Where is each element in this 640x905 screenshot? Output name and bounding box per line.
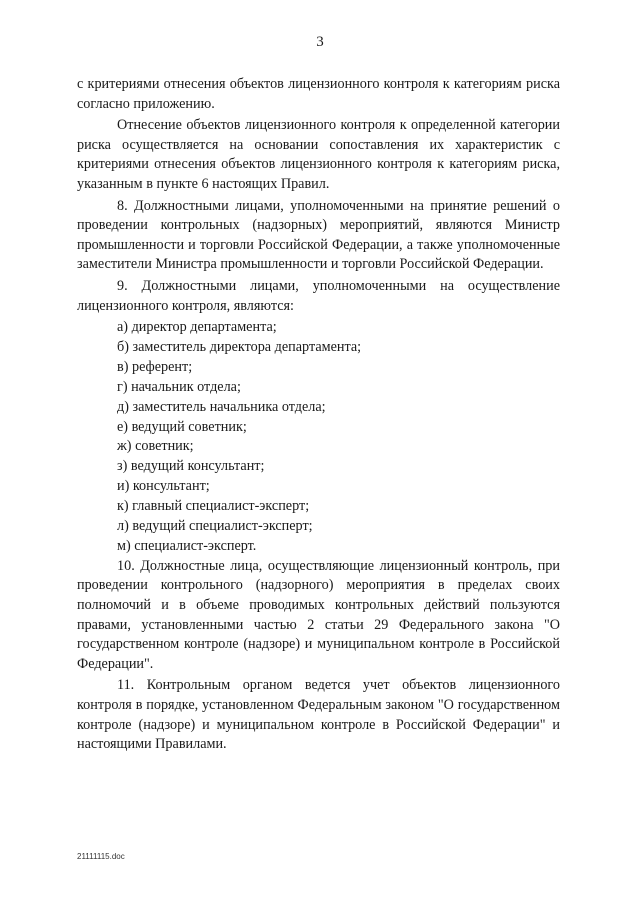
paragraph-criteria-end: с критериями отнесения объектов лицензионного контроля к категориям риска согласно приложению.: [77, 76, 560, 112]
list-item: к) главный специалист-эксперт;: [117, 498, 310, 515]
paragraph-9: 9. Должностными лицами, уполномоченными на осуществление лицензионного контроля, являются:: [77, 277, 560, 314]
list-item: ж) советник;: [117, 438, 194, 455]
list-item: з) ведущий консультант;: [117, 458, 265, 475]
list-item: г) начальник отдела;: [117, 378, 241, 395]
paragraph-risk-category: Отнесение объектов лицензионного контроля к определенной категории риска осуществляется на основании сопоставления их характеристик с критериями отнесения объектов лицензионного контроля к категориям риска, указанным в пункте 6 настоящих Правил.: [77, 117, 560, 192]
list-item: а) директор департамента;: [117, 319, 277, 336]
officials-list: [77, 318, 560, 556]
list-item: д) заместитель начальника отдела;: [117, 398, 326, 415]
document-body: [77, 75, 560, 757]
list-item: м) специалист-эксперт.: [117, 537, 257, 554]
document-file-code: 21111115.doc: [77, 852, 125, 861]
paragraph-8: 8. Должностными лицами, уполномоченными на принятие решений о проведении контрольных (надзорных) мероприятий, являются Министр промышленности и торговли Российской Федерации, а также уполномоченные заместители Министра промышленности и торговли Российской Федерации.: [77, 197, 560, 273]
paragraph-11: 11. Контрольным органом ведется учет объектов лицензионного контроля в порядке, установленном Федеральным законом "О государственном контроле (надзоре) и муниципальном контроле в Российской Федерации" и настоящими Правилами.: [77, 677, 560, 753]
list-item: в) референт;: [117, 358, 193, 375]
page-number: 3: [316, 34, 324, 50]
paragraph-10: 10. Должностные лица, осуществляющие лицензионный контроль, при проведении контрольного (надзорного) мероприятия в пределах своих полномочий и в объеме проводимых контрольных действий пользуются правами, установленными частью 2 статьи 29 Федерального закона "О государственном контроле (надзоре) и муниципальном контроле в Российской Федерации".: [77, 557, 560, 672]
list-item: е) ведущий советник;: [117, 418, 247, 435]
list-item: л) ведущий специалист-эксперт;: [117, 518, 313, 535]
list-item: и) консультант;: [117, 478, 210, 495]
list-item: б) заместитель директора департамента;: [117, 339, 362, 356]
